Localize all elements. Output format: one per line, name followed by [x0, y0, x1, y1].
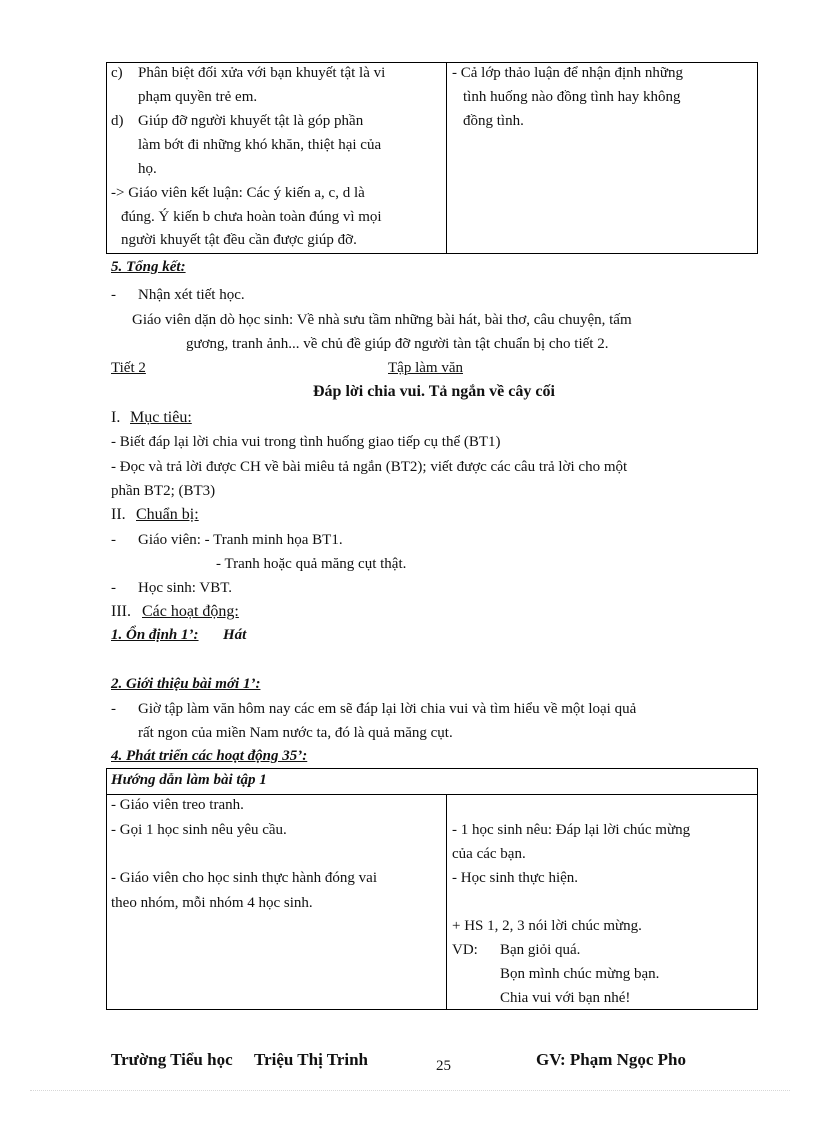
- example-1: Bạn giỏi quá.: [500, 942, 581, 958]
- section5-title: 5. Tổng kết:: [111, 259, 186, 275]
- footer-page-number: 25: [436, 1058, 451, 1074]
- lesson-period: Tiết 2: [111, 360, 146, 376]
- student-response-1: - 1 học sinh nêu: Đáp lại lời chúc mừng: [452, 822, 691, 838]
- footer-school-name: Triệu Thị Trinh: [254, 1050, 369, 1069]
- prep-student: Học sinh: VBT.: [138, 580, 233, 596]
- conclusion-line-3: người khuyết tật đều cần được giúp đỡ.: [121, 232, 357, 248]
- exercise-table-header-rule: [106, 794, 758, 795]
- student-response-3: + HS 1, 2, 3 nói lời chúc mừng.: [452, 918, 642, 934]
- footer-teacher: GV: Phạm Ngọc Pho: [536, 1050, 687, 1069]
- activity2-dash: -: [111, 701, 116, 717]
- lesson-subject: Tập làm văn: [388, 360, 463, 376]
- item-c-text: Phân biệt đối xửa với bạn khuyết tật là vi: [138, 65, 386, 81]
- exercise-table-divider: [446, 794, 447, 1010]
- objectives-line1: - Biết đáp lại lời chia vui trong tình huống giao tiếp cụ thể (BT1): [111, 434, 501, 450]
- objectives-heading: Mục tiêu:: [130, 409, 192, 426]
- discussion-line-1: - Cả lớp thảo luận để nhận định những: [452, 65, 684, 81]
- top-table-divider: [446, 62, 447, 254]
- activities-heading: Các hoạt động:: [142, 603, 239, 620]
- example-3: Chia vui với bạn nhé!: [500, 990, 631, 1006]
- item-d-cont: làm bớt đi những khó khăn, thiệt hại của: [138, 137, 382, 153]
- item-c-marker: c): [111, 65, 123, 81]
- teacher-step-3: - Giáo viên cho học sinh thực hành đóng vai: [111, 870, 377, 886]
- section5-item2-line2: gương, tranh ảnh... về chủ đề giúp đỡ người tàn tật chuẩn bị cho tiết 2.: [186, 336, 609, 352]
- page-bottom-rule: [30, 1090, 790, 1091]
- teacher-step-1: - Giáo viên treo tranh.: [111, 797, 244, 813]
- conclusion-line-1: -> Giáo viên kết luận: Các ý kiến a, c, d là: [111, 185, 365, 201]
- prep-teacher: Giáo viên: - Tranh minh họa BT1.: [138, 532, 343, 548]
- activity2-line1: Giờ tập làm văn hôm nay các em sẽ đáp lại lời chia vui và tìm hiểu về một loại quả: [138, 701, 637, 717]
- section5-item2-line1: Giáo viên dặn dò học sinh: Về nhà sưu tầm những bài hát, bài thơ, câu chuyện, tấm: [132, 312, 632, 328]
- objectives-num: I.: [111, 409, 121, 426]
- example-label: VD:: [452, 942, 478, 958]
- activity2-label: 2. Giới thiệu bài mới 1’:: [111, 676, 261, 692]
- conclusion-line-2: đúng. Ý kiến b chưa hoàn toàn đúng vì mọi: [121, 209, 382, 225]
- activities-num: III.: [111, 603, 131, 620]
- activity2-line2: rất ngon của miền Nam nước ta, đó là quả măng cụt.: [138, 725, 453, 741]
- prep-dash-2: -: [111, 580, 116, 596]
- discussion-line-2: tình huống nào đồng tình hay không: [463, 89, 681, 105]
- student-response-1-cont: của các bạn.: [452, 846, 526, 862]
- prep-dash-1: -: [111, 532, 116, 548]
- teacher-step-2: - Gọi 1 học sinh nêu yêu cầu.: [111, 822, 287, 838]
- prep-teacher-2: - Tranh hoặc quả măng cụt thật.: [216, 556, 407, 572]
- example-2: Bọn mình chúc mừng bạn.: [500, 966, 660, 982]
- section5-item1: Nhận xét tiết học.: [138, 287, 245, 303]
- objectives-line2a: - Đọc và trả lời được CH về bài miêu tả ngắn (BT2); viết được các câu trả lời cho một: [111, 459, 628, 475]
- lesson-title: Đáp lời chia vui. Tả ngắn về cây cối: [313, 383, 555, 400]
- item-d-marker: d): [111, 113, 124, 129]
- activity4-label: 4. Phát triển các hoạt động 35’:: [111, 748, 308, 764]
- activity1-value: Hát: [223, 627, 247, 643]
- item-d-text: Giúp đỡ người khuyết tật là góp phần: [138, 113, 364, 129]
- item-c-cont: phạm quyền trẻ em.: [138, 89, 258, 105]
- student-response-2: - Học sinh thực hiện.: [452, 870, 579, 886]
- activity1-label: 1. Ổn định 1’:: [111, 627, 199, 643]
- section5-dash-1: -: [111, 287, 116, 303]
- exercise-header: Hướng dẫn làm bài tập 1: [111, 772, 267, 788]
- item-d-cont2: họ.: [138, 161, 157, 177]
- prep-num: II.: [111, 506, 126, 523]
- prep-heading: Chuẩn bị:: [136, 506, 199, 523]
- teacher-step-3-cont: theo nhóm, mỗi nhóm 4 học sinh.: [111, 895, 313, 911]
- discussion-line-3: đồng tình.: [463, 113, 524, 129]
- footer-school-prefix: Trường Tiểu học: [111, 1050, 233, 1069]
- objectives-line2b: phần BT2; (BT3): [111, 483, 216, 499]
